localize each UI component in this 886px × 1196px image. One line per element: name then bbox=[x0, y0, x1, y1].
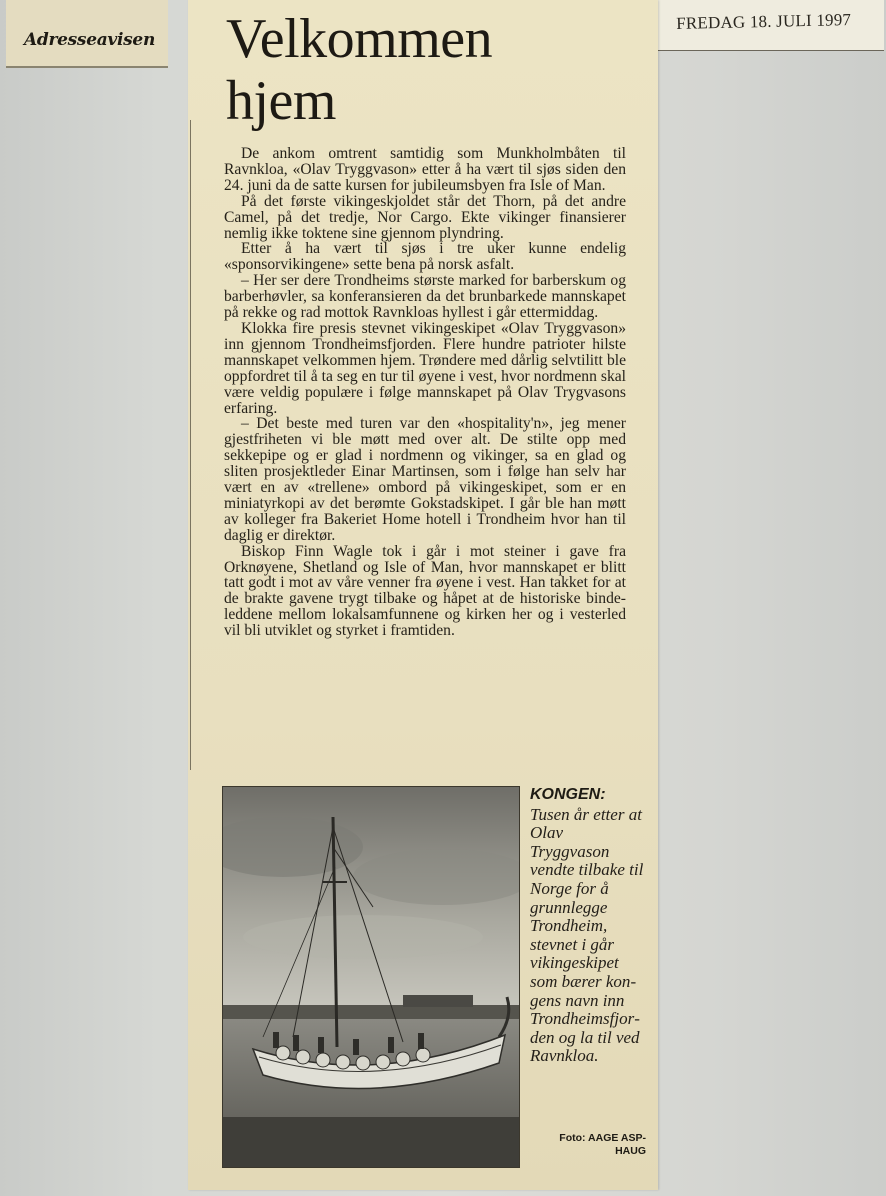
article-paragraph: – Det beste med turen var den «hospitality'n», jeg mener gjestfriheten vi ble møtt med over alt. De stilte opp med sekkepipe og er glad i nordmenn og vikinger, sa en glad og sliten prosjektleder Einar Martinsen, som i følge han selv har vært en av «trellene» ombord på vikingeskipet, som er en miniatyrkopi av det berømte Gokstadskipet. I går ble han møtt av kolleger fra Bakeriet Home hotell i Trondheim hvor han til daglig er direktør. bbox=[224, 415, 626, 544]
article-paragraph: Etter å ha vært til sjøs i tre uker kunne endelig «sponsorvikingene» sette bena på norsk asfalt. bbox=[224, 240, 626, 274]
photo-credit: Foto: AAGE ASP-HAUG bbox=[559, 1132, 646, 1157]
article-headline: Velkommen hjem bbox=[226, 8, 493, 132]
caption-heading: KONGEN: bbox=[530, 786, 606, 803]
publication-date: FREDAG 18. JULI 1997 bbox=[676, 10, 852, 33]
column-rule bbox=[190, 120, 191, 770]
article-paragraph: – Her ser dere Trondheims største marked for barberskum og barberhøvler, sa konferansieren da det brunbarkede mannskapet på rekke og rad mottok Ravnkloas hyllest i går ettermiddag. bbox=[224, 272, 626, 322]
caption-text: Tusen år etter at Olav Tryggvason vendte tilbake til Norge for å grunnlegge Trondheim, stevnet i går vikingeskipet som bærer kongens navn inn Trondheimsfjorden og la til ved Ravnkloa. bbox=[530, 804, 644, 1066]
masthead-clipping bbox=[6, 0, 168, 68]
viking-ship-photo bbox=[222, 786, 520, 1168]
article-paragraph: Biskop Finn Wagle tok i går i mot steiner i gave fra Orknøyene, Shetland og Isle of Man, hvor mannskapet er blitt tatt godt i mot av våre venner fra øyene i vest. Han takket for at de brakte gavene trygt tilbake og håpet at de historiske bindeleddene mellom lokalsamfunnene og kirken her og i vesterled vil bli utviklet og styrket i framtiden. bbox=[224, 542, 626, 640]
article-paragraph: De ankom omtrent samtidig som Munkholmbåten til Ravnkloa, «Olav Tryggvason» etter å ha vært til sjøs siden den 24. juni da de satte kursen for jubileumsbyen fra Isle of Man. bbox=[224, 145, 626, 194]
viking-ship-illustration bbox=[223, 787, 519, 1167]
newspaper-masthead: Adresseavisen bbox=[24, 30, 156, 50]
article-paragraph: Klokka fire presis stevnet vikingeskipet «Olav Tryggvason» inn gjennom Trondheimsfjorden. Flere hundre patrioter hilste mannskapet velkommen hjem. Trøndere med dårlig selvtilitt ble oppfordret til å ta seg en tur til øyene i vest, hvor nordmenn skal være veldig populære i følge mannskapet på Olav Trygvasons erfaring. bbox=[224, 319, 626, 417]
article-body bbox=[224, 146, 626, 639]
photo-caption bbox=[530, 786, 646, 1066]
date-clipping bbox=[656, 0, 884, 51]
article-paragraph: På det første vikingeskjoldet står det Thorn, på det andre Camel, på det tredje, Nor Cargo. Ekte vikinger finansierer nemlig ikke toktene sine gjennom plyndring. bbox=[224, 192, 626, 242]
